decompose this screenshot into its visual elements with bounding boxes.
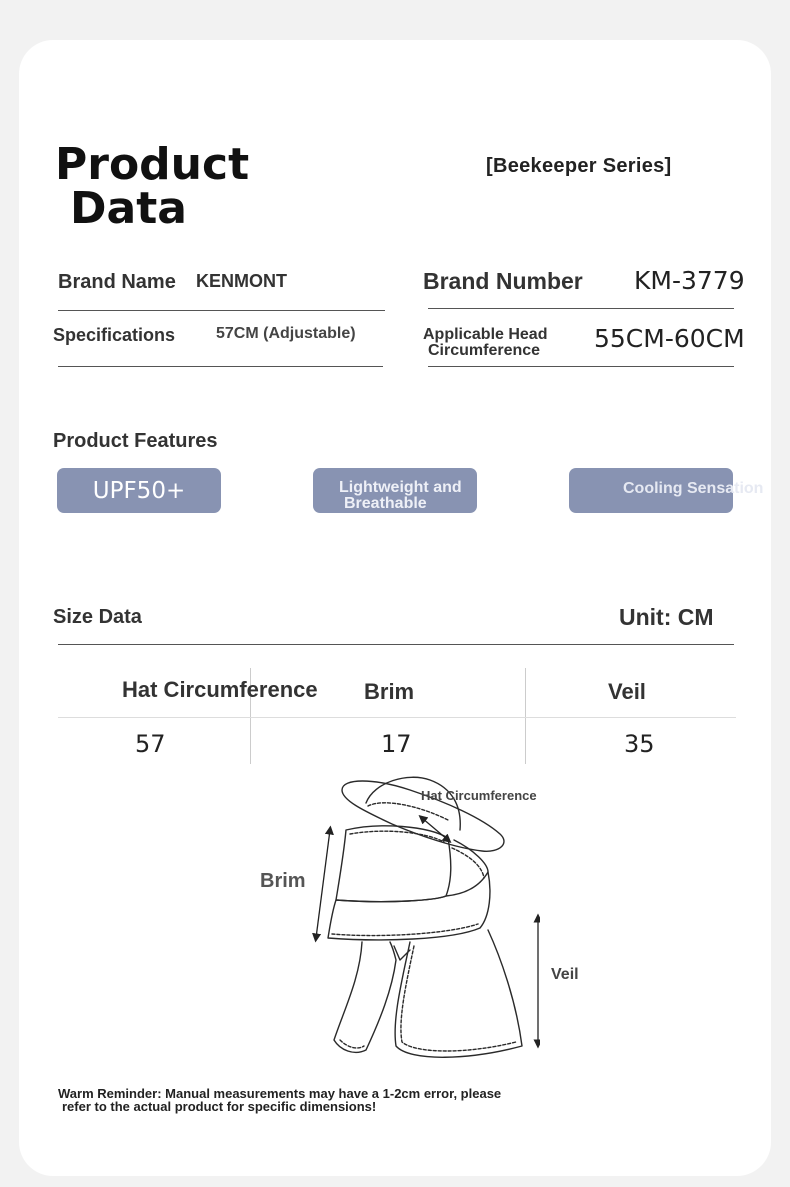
diagram-label-hat-circumference: Hat Circumference <box>421 788 537 803</box>
size-data-divider <box>58 644 734 645</box>
head-circumference-label-line2: Circumference <box>428 342 541 359</box>
page-title-line2: Data <box>70 183 187 234</box>
brand-name-label: Brand Name <box>58 271 176 293</box>
veil-left-tail <box>334 942 396 1052</box>
specifications-label: Specifications <box>53 325 176 345</box>
warm-reminder-line1: Warm Reminder: Manual measurements may have a 1-2cm error, please <box>58 1086 502 1101</box>
brand-name-value: KENMONT <box>196 271 287 291</box>
table-column-divider <box>525 668 526 764</box>
beekeeper-hat-diagram <box>300 770 540 1070</box>
feature-lightweight-line2: Breathable <box>344 495 427 512</box>
cell-veil: 35 <box>624 730 655 758</box>
cell-hat-circumference: 57 <box>135 730 166 758</box>
brand-number-label: Brand Number <box>423 268 583 294</box>
specifications-divider <box>58 366 383 367</box>
diagram-label-brim: Brim <box>260 870 306 892</box>
head-circumference-divider <box>428 366 734 367</box>
feature-upf-text: UPF50+ <box>92 478 186 504</box>
head-circumference-value: 55CM-60CM <box>594 324 745 353</box>
feature-cooling-text: Cooling Sensation <box>623 480 764 497</box>
column-header-hat-circumference: Hat Circumference <box>122 677 318 702</box>
column-header-brim: Brim <box>364 679 415 704</box>
brand-number-value: KM-3779 <box>634 266 745 295</box>
feature-badge-cooling <box>569 468 764 513</box>
veil-right-panel <box>395 930 522 1057</box>
cell-brim: 17 <box>381 730 412 758</box>
series-label: [Beekeeper Series] <box>486 155 672 177</box>
column-header-veil: Veil <box>608 679 646 704</box>
specifications-value: 57CM (Adjustable) <box>216 325 356 342</box>
page-title-line1: Product <box>55 139 250 190</box>
feature-badge-lightweight <box>313 468 477 513</box>
feature-lightweight-line1: Lightweight and <box>339 479 462 496</box>
face-panel <box>336 826 451 902</box>
brand-name-divider <box>58 310 385 311</box>
head-circumference-label-line1: Applicable Head <box>423 326 548 343</box>
warm-reminder-line2: refer to the actual product for specific dimensions! <box>62 1099 377 1114</box>
hat-collar <box>328 872 490 940</box>
diagram-label-veil: Veil <box>551 966 579 983</box>
table-header-divider <box>58 717 736 718</box>
size-unit: Unit: CM <box>619 604 714 630</box>
features-heading: Product Features <box>53 430 218 452</box>
brand-number-divider <box>428 308 734 309</box>
feature-badge-upf <box>57 468 221 513</box>
size-data-heading: Size Data <box>53 606 142 628</box>
